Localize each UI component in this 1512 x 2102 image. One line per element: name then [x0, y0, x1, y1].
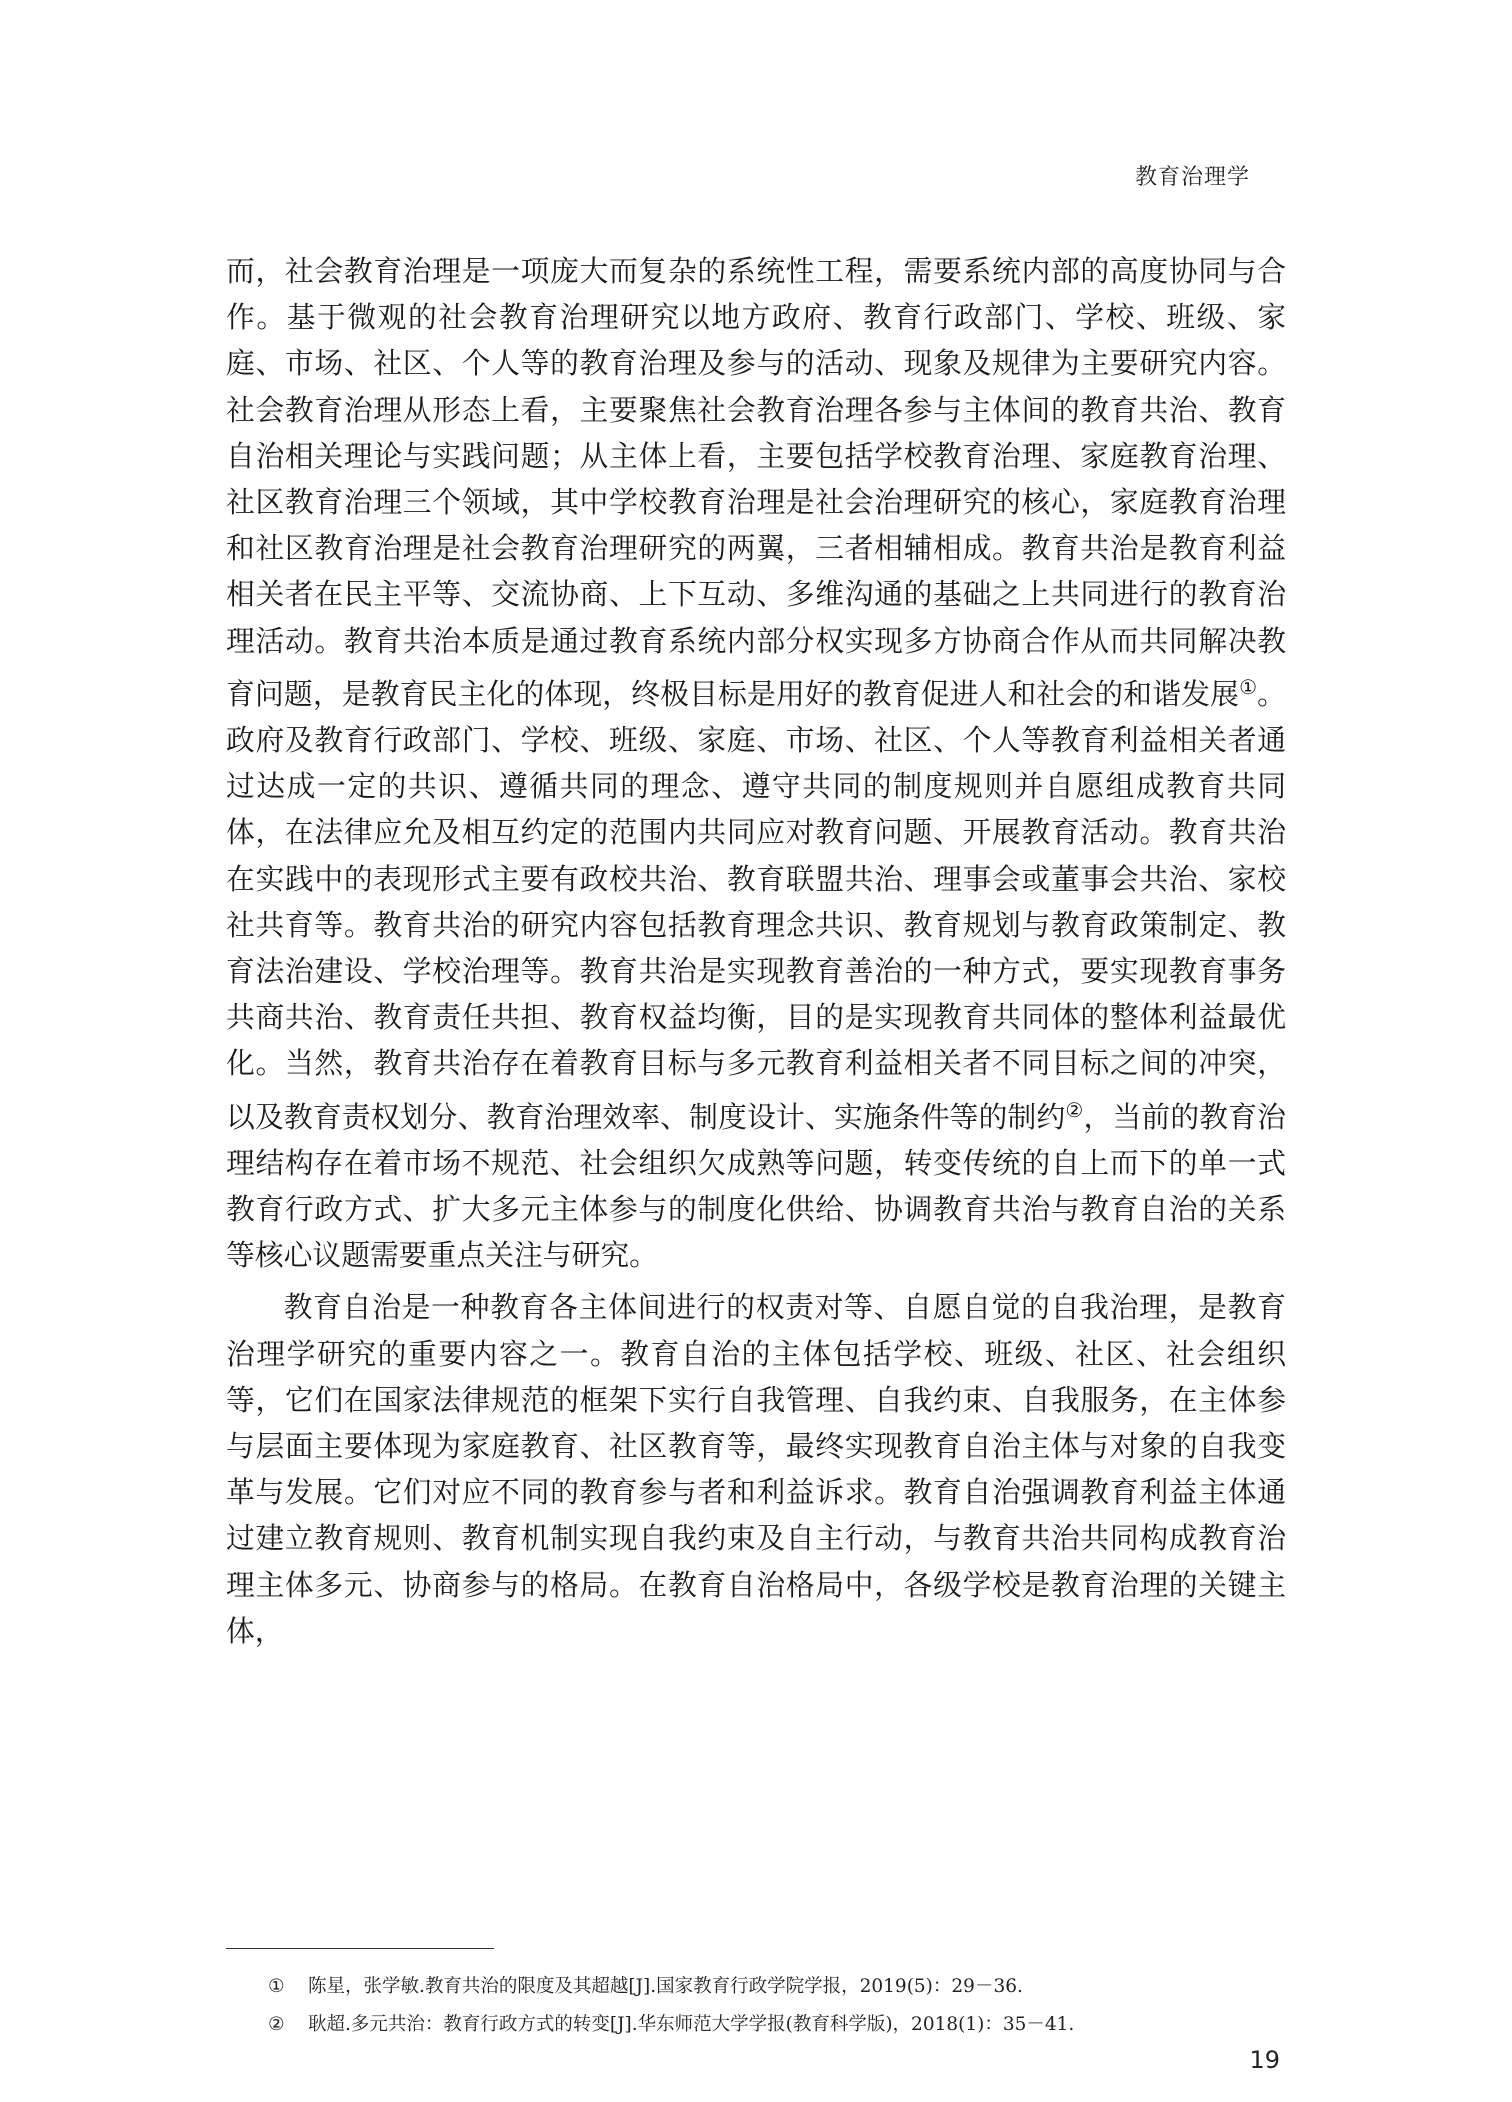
paragraph-1 [226, 248, 1286, 1278]
footnote-1 [268, 1968, 1298, 2006]
footnote-text: 陈星，张学敏.教育共治的限度及其超越[J].国家教育行政学院学报，2019(5)：29－36. [308, 1976, 1023, 1997]
footnotes [268, 1968, 1298, 2044]
footnote-text: 耿超.多元共治：教育行政方式的转变[J].华东师范大学学报(教育科学版)，2018(1)：35－41. [308, 2014, 1075, 2035]
footnote-ref-2[interactable]: ② [1065, 1097, 1084, 1122]
page-number: 19 [1249, 2046, 1280, 2074]
running-header: 教育治理学 [1134, 165, 1250, 190]
paragraph-1-text-b: 。政府及教育行政部门、学校、班级、家庭、市场、社区、个人等教育利益相关者通过达成一定的共识、遵循共同的理念、遵守共同的制度规则并自愿组成教育共同体，在法律应允及相互约定的范围内共同应对教育问题、开展教育活动。教育共治在实践中的表现形式主要有政校共治、教育联盟共治、理事会或董事会共治、家校社共育等。教育共治的研究内容包括教育理念共识、教育规划与教育政策制定、教育法治建设、学校治理等。教育共治是实现教育善治的一种方式，要实现教育事务共商共治、教育责任共担、教育权益均衡，目的是实现教育共同体的整体利益最优化。当然，教育共治存在着教育目标与多元教育利益相关者不同目标之间的冲突，以及教育责权划分、教育治理效率、制度设计、实施条件等的制约 [226, 676, 1286, 1134]
paragraph-1-text-a: 而，社会教育治理是一项庞大而复杂的系统性工程，需要系统内部的高度协同与合作。基于微观的社会教育治理研究以地方政府、教育行政部门、学校、班级、家庭、市场、社区、个人等的教育治理及参与的活动、现象及规律为主要研究内容。社会教育治理从形态上看，主要聚焦社会教育治理各参与主体间的教育共治、教育自治相关理论与实践问题；从主体上看，主要包括学校教育治理、家庭教育治理、社区教育治理三个领域，其中学校教育治理是社会治理研究的核心，家庭教育治理和社区教育治理是社会教育治理研究的两翼，三者相辅相成。教育共治是教育利益相关者在民主平等、交流协商、上下互动、多维沟通的基础之上共同进行的教育治理活动。教育共治本质是通过教育系统内部分权实现多方协商合作从而共同解决教育问题，是教育民主化的体现，终极目标是用好的教育促进人和社会的和谐发展 [226, 254, 1286, 711]
footnote-number: ② [268, 2014, 285, 2035]
footnote-2 [268, 2006, 1298, 2044]
footnote-divider [226, 1948, 494, 1949]
paragraph-2: 教育自治是一种教育各主体间进行的权责对等、自愿自觉的自我治理，是教育治理学研究的重要内容之一。教育自治的主体包括学校、班级、社区、社会组织等，它们在国家法律规范的框架下实行自我管理、自我约束、自我服务，在主体参与层面主要体现为家庭教育、社区教育等，最终实现教育自治主体与对象的自我变革与发展。它们对应不同的教育参与者和利益诉求。教育自治强调教育利益主体通过建立教育规则、教育机制实现自我约束及自主行动，与教育共治共同构成教育治理主体多元、协商参与的格局。在教育自治格局中，各级学校是教育治理的关键主体， [226, 1290, 1286, 1648]
footnote-number: ① [268, 1976, 285, 1997]
paragraph-1-text-c: ，当前的教育治理结构存在着市场不规范、社会组织欠成熟等问题，转变传统的自上而下的单一式教育行政方式、扩大多元主体参与的制度化供给、协调教育共治与教育自治的关系等核心议题需要重点关注与研究。 [226, 1099, 1286, 1273]
footnote-ref-1[interactable]: ① [1239, 674, 1258, 699]
body-text [226, 248, 1286, 1654]
